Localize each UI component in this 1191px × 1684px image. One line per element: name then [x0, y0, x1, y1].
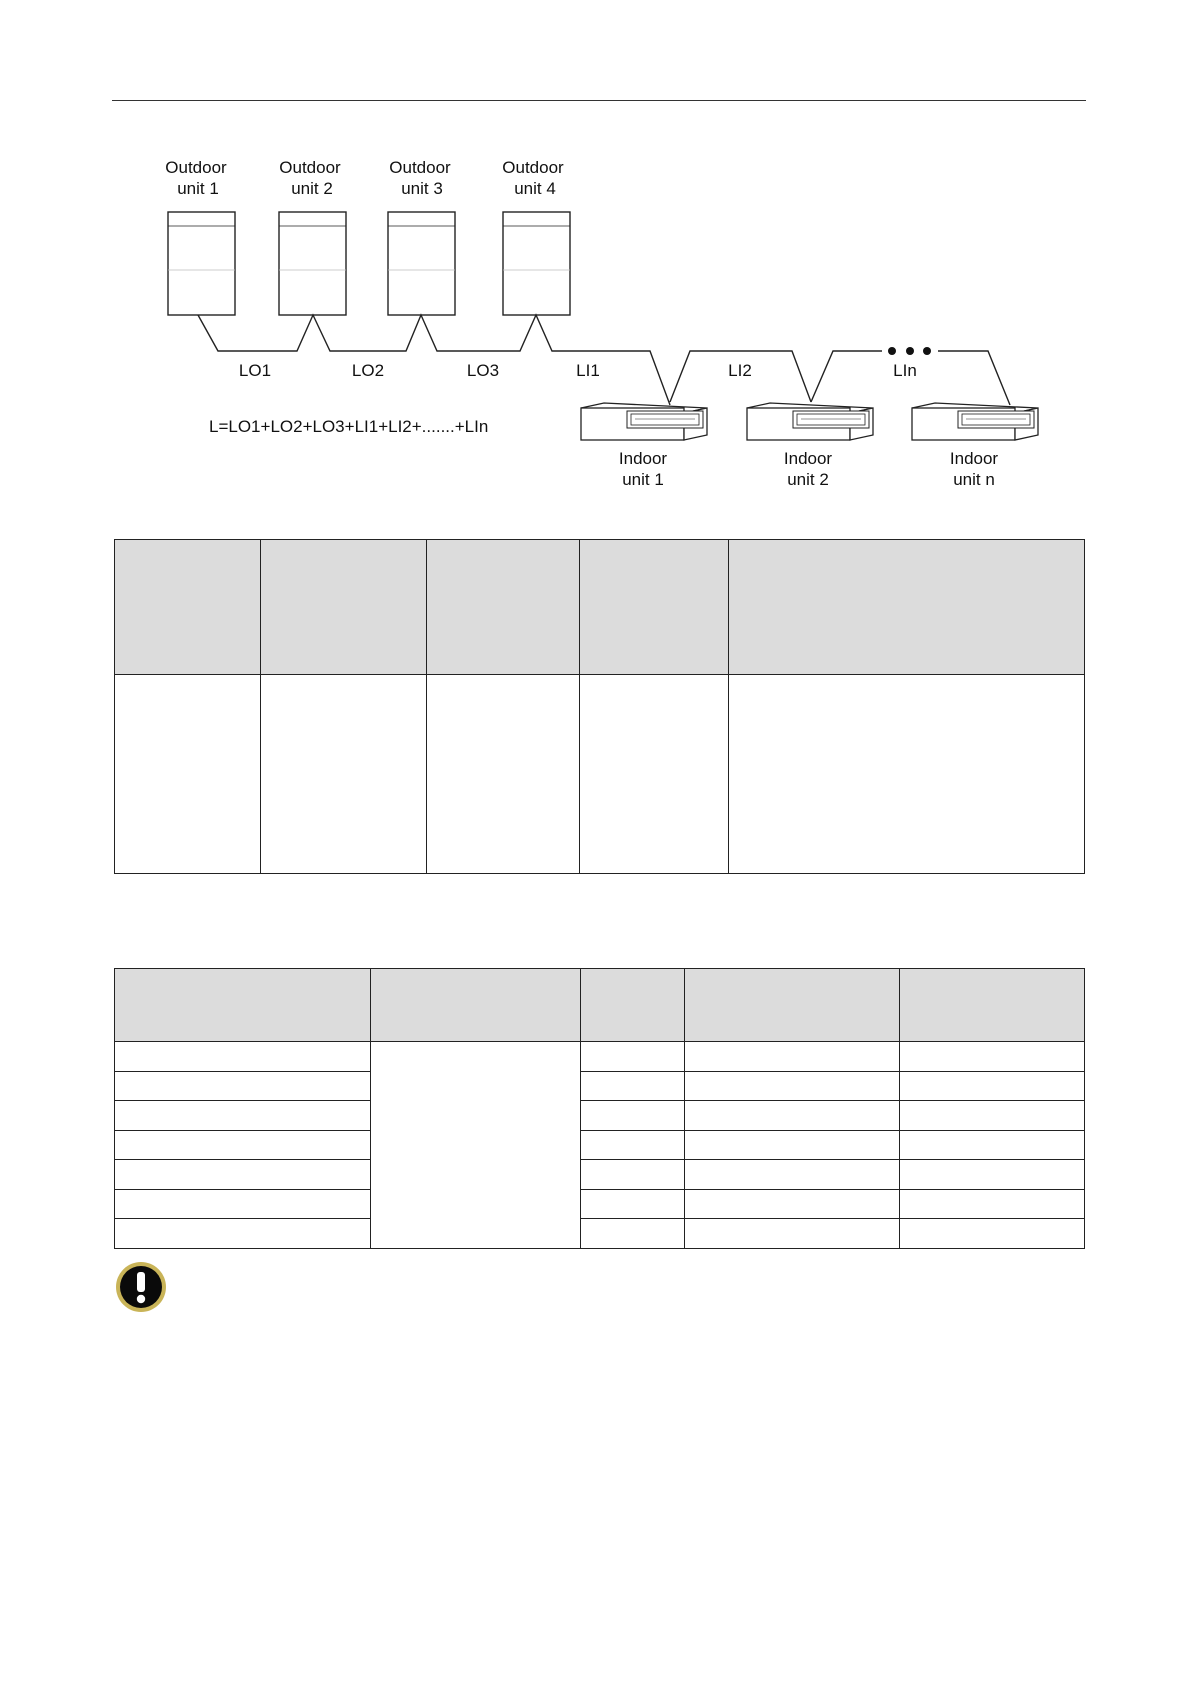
table-cell: [581, 1130, 685, 1160]
segment-label-lo1: LO1: [238, 361, 272, 380]
segment-label-lo3: LO3: [466, 361, 500, 380]
specification-table: [114, 968, 1085, 1249]
table-cell: [685, 1189, 900, 1219]
table-header-cell: [115, 969, 371, 1042]
table-cell: [685, 1101, 900, 1131]
segment-label-lo2: LO2: [351, 361, 385, 380]
indoor-unit-n-label: Indoor: [949, 449, 999, 468]
outdoor-unit-4-label-2: unit 4: [514, 179, 556, 198]
table-row: [115, 1219, 1085, 1249]
indoor-unit-2-label-2: unit 2: [787, 470, 829, 489]
table-cell: [115, 1042, 371, 1072]
table-cell: [581, 1101, 685, 1131]
indoor-unit-n-label-2: unit n: [953, 470, 995, 489]
table-cell: [427, 675, 580, 874]
table-cell: [900, 1101, 1085, 1131]
outdoor-unit-4-label: Outdoor: [502, 158, 564, 177]
table-cell: [685, 1071, 900, 1101]
table-cell: [581, 1160, 685, 1190]
table-cell: [729, 675, 1085, 874]
piping-length-table: [114, 539, 1085, 874]
table-cell: [115, 1130, 371, 1160]
outdoor-unit-2-label-2: unit 2: [291, 179, 333, 198]
outdoor-unit-2: [279, 212, 346, 315]
table-row: [115, 1071, 1085, 1101]
table-cell: [115, 1071, 371, 1101]
table-header-cell: [427, 540, 580, 675]
outdoor-unit-1-label: Outdoor: [165, 158, 227, 177]
table-cell: [581, 1219, 685, 1249]
piping-line: [198, 315, 670, 405]
table-cell: [685, 1160, 900, 1190]
table-cell: [900, 1160, 1085, 1190]
table-row: [115, 675, 1085, 874]
segment-label-li1: LI1: [576, 361, 600, 380]
indoor-unit-1-label: Indoor: [618, 449, 668, 468]
outdoor-unit-4: [503, 212, 570, 315]
length-formula: L=LO1+LO2+LO3+LI1+LI2+.......+LIn: [209, 417, 489, 436]
table-header-row: [115, 969, 1085, 1042]
table-cell: [900, 1189, 1085, 1219]
table-cell: [900, 1071, 1085, 1101]
table-cell: [581, 1189, 685, 1219]
piping-branch-end: [938, 351, 1010, 405]
outdoor-unit-1: [168, 212, 235, 315]
table-row: [115, 1101, 1085, 1131]
header-rule: [112, 100, 1086, 101]
table-cell: [261, 675, 427, 874]
table-cell: [900, 1042, 1085, 1072]
segment-label-lin: LIn: [893, 361, 917, 380]
piping-branch-n: [811, 351, 882, 402]
table-cell: [115, 1189, 371, 1219]
outdoor-unit-3: [388, 212, 455, 315]
indoor-unit-1-label-2: unit 1: [622, 470, 664, 489]
table-cell: [900, 1130, 1085, 1160]
ellipsis-dot: [906, 347, 914, 355]
indoor-unit-2-label: Indoor: [783, 449, 833, 468]
table-cell: [685, 1042, 900, 1072]
indoor-unit-1: [581, 403, 707, 440]
table-header-cell: [729, 540, 1085, 675]
table-cell: [581, 1071, 685, 1101]
table-header-cell: [900, 969, 1085, 1042]
outdoor-unit-1-label-2: unit 1: [177, 179, 219, 198]
table-header-cell: [261, 540, 427, 675]
table-cell: [685, 1219, 900, 1249]
table-cell-merged: [371, 1042, 581, 1249]
outdoor-unit-3-label-2: unit 3: [401, 179, 443, 198]
indoor-unit-n: [912, 403, 1038, 440]
table-row: [115, 1042, 1085, 1072]
table-header-cell: [115, 540, 261, 675]
table-cell: [581, 1042, 685, 1072]
table-header-cell: [581, 969, 685, 1042]
exclamation-icon: [114, 1260, 168, 1314]
table-cell: [685, 1130, 900, 1160]
indoor-unit-2: [747, 403, 873, 440]
table-cell: [115, 1219, 371, 1249]
table-cell: [115, 675, 261, 874]
table-cell: [900, 1219, 1085, 1249]
table-row: [115, 1160, 1085, 1190]
table-header-cell: [685, 969, 900, 1042]
table-cell: [580, 675, 729, 874]
table-cell: [115, 1160, 371, 1190]
table-header-cell: [371, 969, 581, 1042]
table-cell: [115, 1101, 371, 1131]
table-header-row: [115, 540, 1085, 675]
piping-diagram: [0, 140, 1191, 500]
ellipsis-dot: [923, 347, 931, 355]
outdoor-unit-3-label: Outdoor: [389, 158, 451, 177]
table-row: [115, 1189, 1085, 1219]
table-header-cell: [580, 540, 729, 675]
ellipsis-dot: [888, 347, 896, 355]
outdoor-unit-2-label: Outdoor: [279, 158, 341, 177]
table-row: [115, 1130, 1085, 1160]
segment-label-li2: LI2: [728, 361, 752, 380]
